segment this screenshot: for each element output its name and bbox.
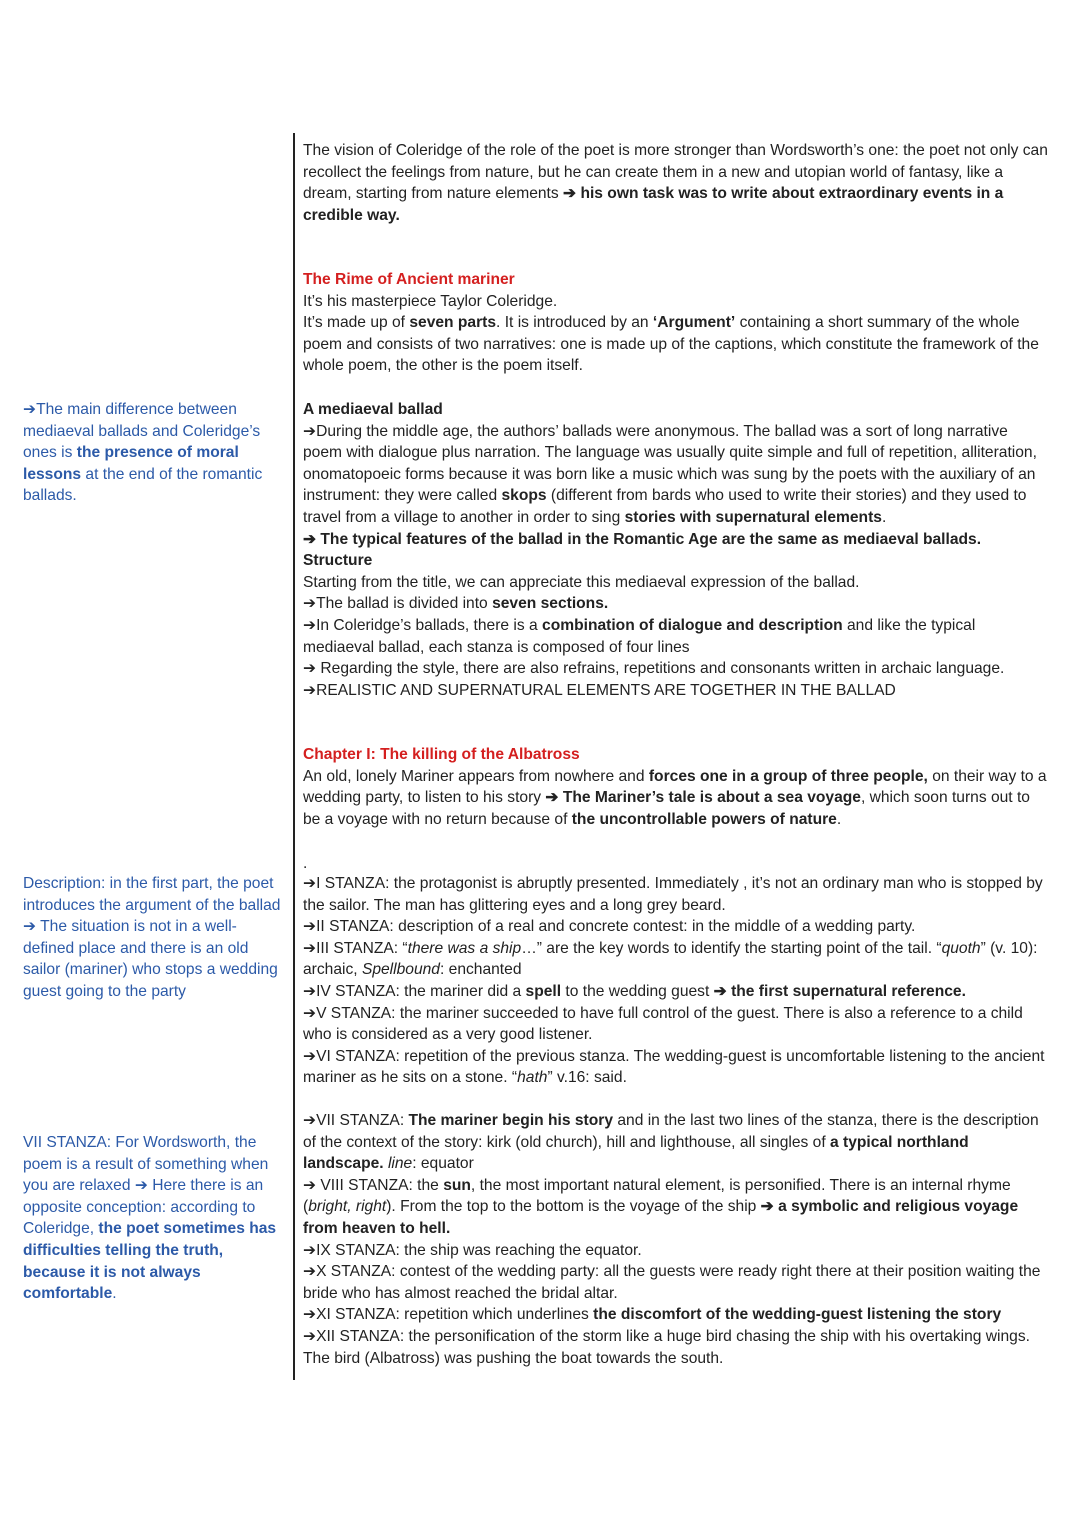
arrow-icon: ➔	[303, 982, 317, 1000]
intro-paragraph	[303, 140, 1048, 226]
stanza-line: ➔VII STANZA: The mariner begin his story and in the last two lines of the stanza, there is the description of the context of the story: kirk (old church), hill and lighthouse, all singles of a typical northland landscape. line: equator	[303, 1112, 1039, 1173]
section-title-chapter: Chapter I: The killing of the Albatross	[303, 746, 580, 763]
arrow-icon: ➔	[760, 1198, 774, 1216]
arrow-icon: ➔	[303, 616, 317, 634]
stanza-line: ➔IV STANZA: the mariner did a spell to the wedding guest ➔ the first supernatural reference.	[303, 982, 966, 1000]
arrow-icon: ➔	[303, 918, 317, 936]
stanza-line: ➔XII STANZA: the personification of the storm like a huge bird chasing the ship with his overtaking wings. The bird (Albatross) was pushing the boat towards the south.	[303, 1327, 1030, 1367]
chapter-paragraph: An old, lonely Mariner appears from nowhere and forces one in a group of three people, on their way to a wedding party, to listen to his story ➔ The Mariner’s tale is about a sea voyage, which soon turns out to be a voyage with no return because of the uncontrollable powers of nature.	[303, 767, 1047, 828]
stanza-line: ➔VI STANZA: repetition of the previous stanza. The wedding-guest is uncomfortable listening to the ancient mariner as he sits on a stone. “hath” v.16: said.	[303, 1047, 1045, 1087]
arrow-icon: ➔	[303, 660, 317, 678]
stanzas-second	[303, 1110, 1048, 1369]
arrow-icon: ➔	[303, 939, 317, 957]
intro-bold: his own task was to write about extraordinary events in a credible way.	[303, 185, 1004, 224]
side-note-moral: ➔The main difference between mediaeval ballads and Coleridge’s ones is the presence of moral lessons at the end of the romantic ballads.	[23, 401, 263, 505]
arrow-icon: ➔	[303, 1263, 317, 1281]
arrow-icon: ➔	[303, 1327, 317, 1345]
structure-heading: Structure	[303, 552, 373, 570]
arrow-icon: ➔	[303, 1306, 317, 1324]
arrow-icon: ➔	[713, 982, 727, 1000]
arrow-icon: ➔	[303, 1004, 317, 1022]
arrow-icon: ➔	[545, 789, 559, 807]
arrow-icon: ➔	[303, 422, 317, 440]
arrow-icon: ➔	[134, 1177, 148, 1195]
column-divider	[293, 133, 295, 1380]
structure-line: ➔REALISTIC AND SUPERNATURAL ELEMENTS ARE TOGETHER IN THE BALLAD	[303, 681, 896, 699]
stanza-line: ➔X STANZA: contest of the wedding party: all the guests were ready right there at their position waiting the bride who has almost reached the bridal altar.	[303, 1263, 1041, 1302]
stanza-line: ➔II STANZA: description of a real and concrete contest: in the middle of a wedding party.	[303, 918, 916, 936]
arrow-icon: ➔	[303, 681, 317, 699]
structure-line: ➔ Regarding the style, there are also refrains, repetitions and consonants written in archaic language.	[303, 660, 1005, 678]
arrow-icon: ➔	[303, 875, 317, 892]
stanza-line: ➔IX STANZA: the ship was reaching the equator.	[303, 1241, 642, 1259]
arrow-icon: ➔	[303, 1176, 317, 1194]
arrow-icon: ➔	[303, 530, 317, 548]
chapter-section	[303, 744, 1048, 830]
arrow-icon: ➔	[303, 1241, 317, 1259]
section-title-rime: The Rime of Ancient mariner	[303, 271, 515, 288]
structure-line: Starting from the title, we can appreciate this mediaeval expression of the ballad.	[303, 573, 860, 591]
ballad-romantic-note: ➔ The typical features of the ballad in the Romantic Age are the same as mediaeval ballads.	[303, 530, 982, 548]
stanza-line: ➔V STANZA: the mariner succeeded to have full control of the guest. There is also a reference to a child who is considered as a very good listener.	[303, 1004, 1023, 1044]
separator-dot: .	[303, 855, 308, 872]
ballad-section	[303, 399, 1048, 701]
stanza-line: ➔I STANZA: the protagonist is abruptly presented. Immediately , it’s not an ordinary man who is stopped by the sailor. The man has glittering eyes and a long grey beard.	[303, 875, 1043, 914]
arrow-icon: ➔	[23, 918, 37, 936]
arrow-icon: ➔	[23, 401, 37, 418]
stanza-line: ➔III STANZA: “there was a ship…” are the key words to identify the starting point of the tail. “quoth” (v. 10): archaic, Spellbound: enchanted	[303, 939, 1038, 979]
arrow-icon: ➔	[303, 1047, 317, 1065]
arrow-icon: ➔	[563, 185, 577, 203]
section-title-ballad: A mediaeval ballad	[303, 401, 443, 418]
structure-line: ➔In Coleridge’s ballads, there is a combination of dialogue and description and like the typical mediaeval ballad, each stanza is composed of four lines	[303, 616, 976, 656]
ballad-paragraph: ➔During the middle age, the authors’ ballads were anonymous. The ballad was a sort of long narrative poem with dialogue plus narration. The language was usually quite simple and full of repetition, alliteration, onomatopoeic forms because it was born like a music which was sung by the poets with the auxiliary of an instrument: they were called skops (different from bards who used to write their stories) and they used to travel from a village to another in order to sing stories with supernatural elements.	[303, 422, 1037, 526]
stanza-line: ➔XI STANZA: repetition which underlines the discomfort of the wedding-guest listening the story	[303, 1306, 1002, 1324]
arrow-icon: ➔	[303, 595, 317, 613]
intro-text: The vision of Coleridge of the role of the poet is more stronger than Wordsworth’s one: the poet not only can recollect the feelings from nature, but he can create them in a new and utopian world of fantasy, like a dream, starting from nature elements	[303, 142, 1048, 203]
rime-section	[303, 269, 1048, 377]
stanzas-first	[303, 873, 1048, 1089]
side-note-stanza-vii: VII STANZA: For Wordsworth, the poem is a result of something when you are relaxed ➔ Here there is an opposite conception: according to Coleridge, the poet sometimes has difficulties telling the truth, because it is not always comfortable.	[23, 1134, 277, 1303]
stanza-line: ➔ VIII STANZA: the sun, the most important natural element, is personified. There is an internal rhyme (bright, right). From the top to the bottom is the voyage of the ship ➔ a symbolic and religious voyage from heaven to hell.	[303, 1176, 1019, 1237]
arrow-icon: ➔	[303, 1112, 317, 1129]
structure-line: ➔The ballad is divided into seven sections.	[303, 595, 609, 613]
rime-paragraph: It’s made up of seven parts. It is introduced by an ‘Argument’ containing a short summary of the whole poem and consists of two narratives: one is made up of the captions, which constitute the framework of the whole poem, the other is the poem itself.	[303, 314, 1039, 375]
side-note-description: Description: in the first part, the poet introduces the argument of the ballad ➔ The situation is not in a well-defined place and there is an old sailor (mariner) who stops a wedding guest going to the party	[23, 875, 281, 1000]
rime-line1: It’s his masterpiece Taylor Coleridge.	[303, 292, 558, 310]
